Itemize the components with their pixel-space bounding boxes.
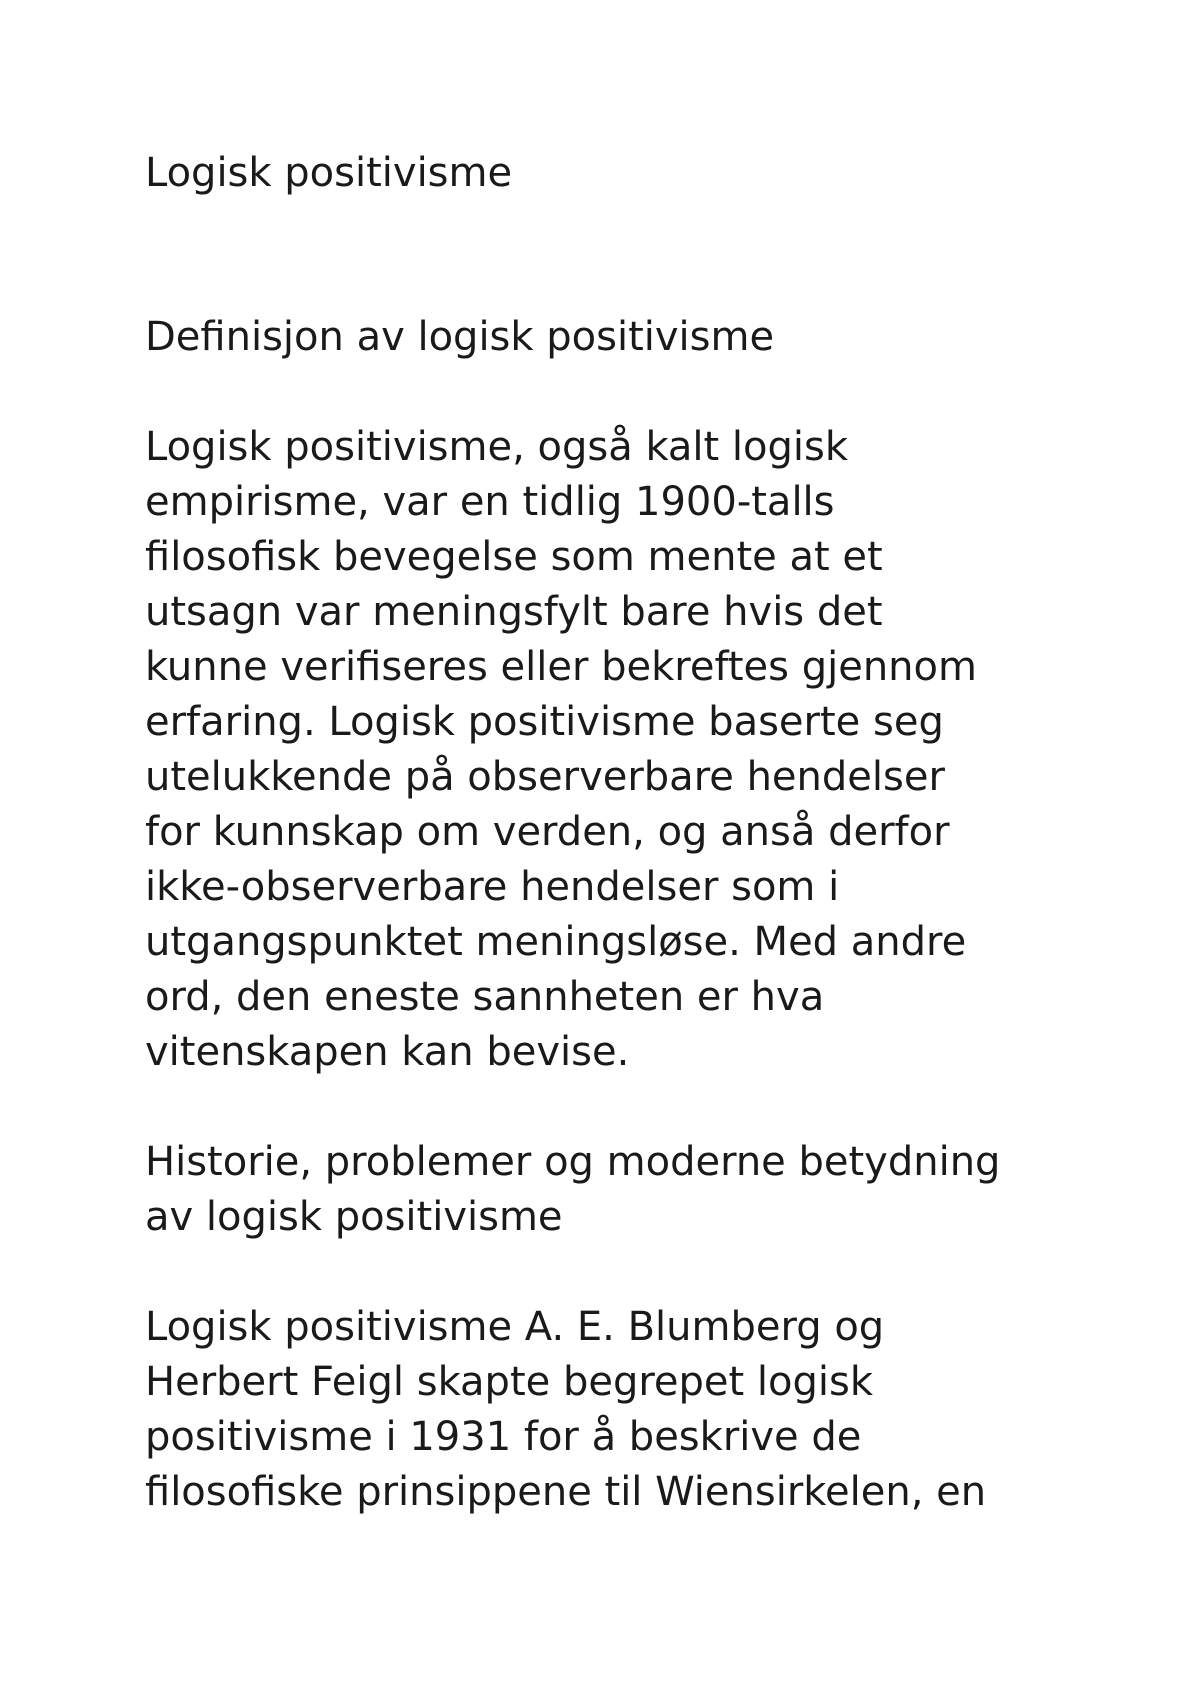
section-heading-definition — [145, 310, 1075, 365]
paragraph-line: filosofisk bevegelse som mente at et — [145, 534, 883, 580]
paragraph-line: for kunnskap om verden, og anså derfor — [145, 809, 950, 855]
paragraph-line: ikke-observerbare hendelser som i — [145, 864, 840, 910]
paragraph-line: Logisk positivisme, også kalt logisk — [145, 424, 849, 470]
paragraph-line: erfaring. Logisk positivisme baserte seg — [145, 699, 944, 745]
paragraph-line: Herbert Feigl skapte begrepet logisk — [145, 1359, 874, 1405]
paragraph-line: utsagn var meningsfylt bare hvis det — [145, 589, 883, 635]
heading-line: Definisjon av logisk positivisme — [145, 314, 775, 360]
paragraph-history — [145, 1300, 1075, 1520]
document-body — [145, 146, 1075, 1520]
paragraph-line: kunne verifiseres eller bekreftes gjennom — [145, 644, 977, 690]
section-heading-history — [145, 1135, 1075, 1245]
paragraph-definition — [145, 420, 1075, 1080]
paragraph-line: utgangspunktet meningsløse. Med andre — [145, 919, 967, 965]
paragraph-line: filosofiske prinsippene til Wiensirkelen, en — [145, 1469, 987, 1515]
document-title: Logisk positivisme — [145, 150, 513, 196]
paragraph-line: positivisme i 1931 for å beskrive de — [145, 1414, 862, 1460]
paragraph-line: utelukkende på observerbare hendelser — [145, 754, 945, 800]
heading-line: Historie, problemer og moderne betydning — [145, 1139, 1001, 1185]
paragraph-line: ord, den eneste sannheten er hva — [145, 974, 825, 1020]
paragraph-line: vitenskapen kan bevise. — [145, 1029, 630, 1075]
paragraph-line: Logisk positivisme A. E. Blumberg og — [145, 1304, 885, 1350]
heading-line: av logisk positivisme — [145, 1194, 563, 1240]
paragraph-line: empirisme, var en tidlig 1900-talls — [145, 479, 835, 525]
